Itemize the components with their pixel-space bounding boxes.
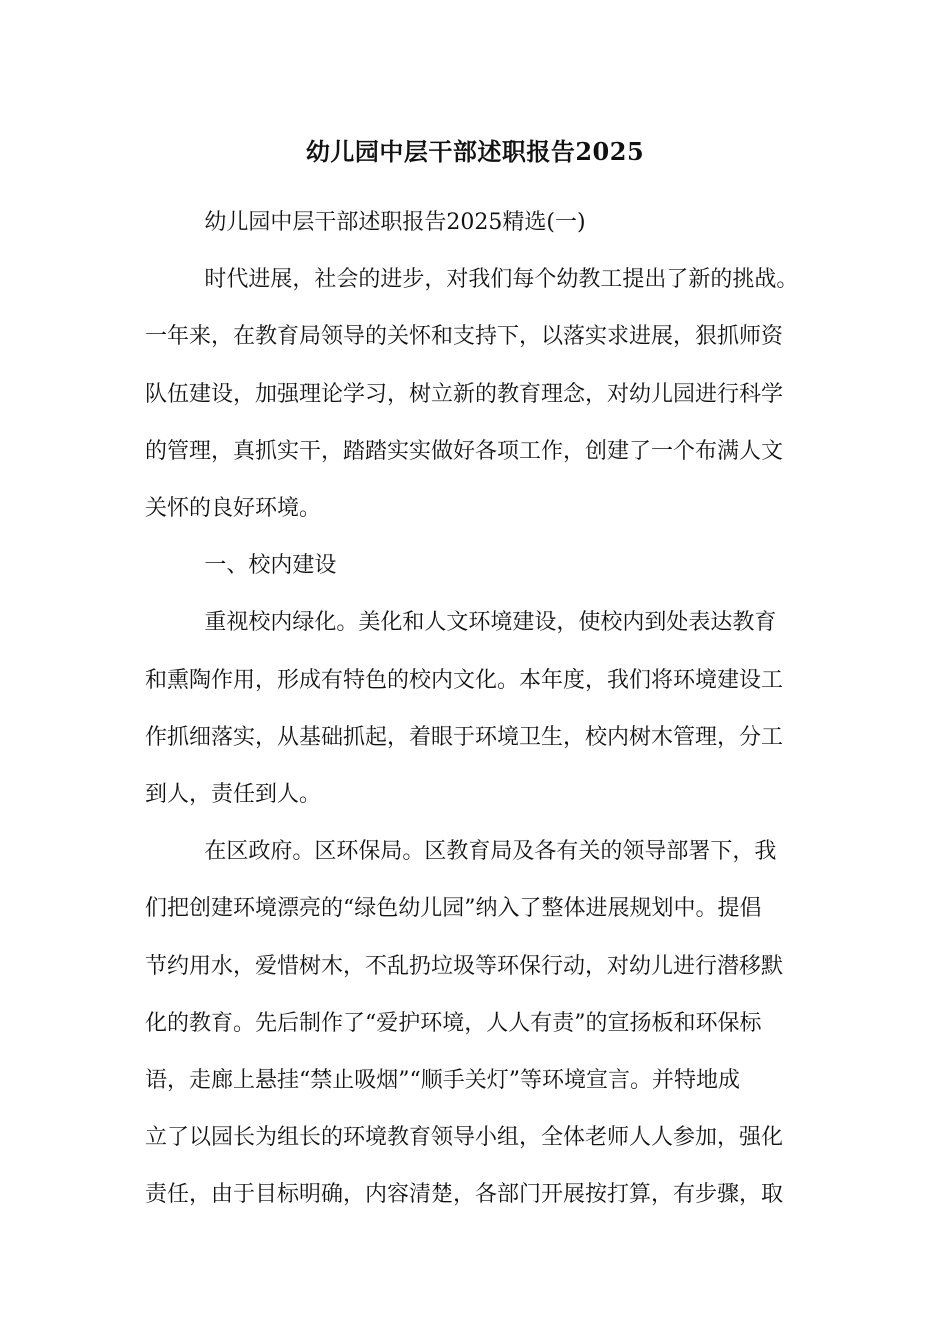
paragraph-line: 在区政府。区环保局。区教育局及各有关的领导部署下，我 [204, 839, 777, 865]
paragraph-line: 的管理，真抓实干，踏踏实实做好各项工作，创建了一个布满人文 [145, 438, 784, 464]
paragraph-1 [145, 251, 815, 537]
paragraph-line: 作抓细落实，从基础抓起，着眼于环境卫生，校内树木管理，分工 [145, 724, 784, 750]
paragraph-line: 节约用水，爱惜树木，不乱扔垃圾等环保行动，对幼儿进行潜移默 [145, 953, 784, 979]
paragraph-line: 重视校内绿化。美化和人文环境建设，使校内到处表达教育 [204, 610, 777, 636]
paragraph-2 [145, 594, 815, 823]
paragraph-line: 队伍建设，加强理论学习，树立新的教育理念，对幼儿园进行科学 [145, 381, 784, 407]
paragraph-line: 责任，由于目标明确，内容清楚，各部门开展按打算，有步骤，取 [145, 1182, 784, 1208]
document-title: 幼儿园中层干部述职报告2025 [305, 137, 645, 166]
paragraph-line: 时代进展，社会的进步，对我们每个幼教工提出了新的挑战。 [204, 267, 799, 293]
paragraph-line: 们把创建环境漂亮的“绿色幼儿园”纳入了整体进展规划中。提倡 [145, 896, 762, 922]
paragraph-line: 和熏陶作用，形成有特色的校内文化。本年度，我们将环境建设工 [145, 667, 784, 693]
document-body [145, 194, 815, 1224]
paragraph-line: 到人，责任到人。 [145, 782, 322, 808]
section-heading [145, 537, 815, 594]
paragraph-line: 语，走廊上悬挂“禁止吸烟”“顺手关灯”等环境宣言。并特地成 [145, 1068, 740, 1094]
paragraph-line: 关怀的良好环境。 [145, 496, 322, 522]
document-subtitle: 幼儿园中层干部述职报告2025精选(一) [204, 210, 586, 235]
subtitle-paragraph [145, 194, 815, 251]
paragraph-line: 一年来，在教育局领导的关怀和支持下，以落实求进展，狠抓师资 [145, 324, 784, 350]
paragraph-line: 立了以园长为组长的环境教育领导小组，全体老师人人参加，强化 [145, 1125, 784, 1151]
paragraph-line: 化的教育。先后制作了“爱护环境，人人有责”的宣扬板和环保标 [145, 1010, 762, 1036]
section-heading-text: 一、校内建设 [204, 553, 337, 579]
paragraph-3 [145, 823, 815, 1223]
